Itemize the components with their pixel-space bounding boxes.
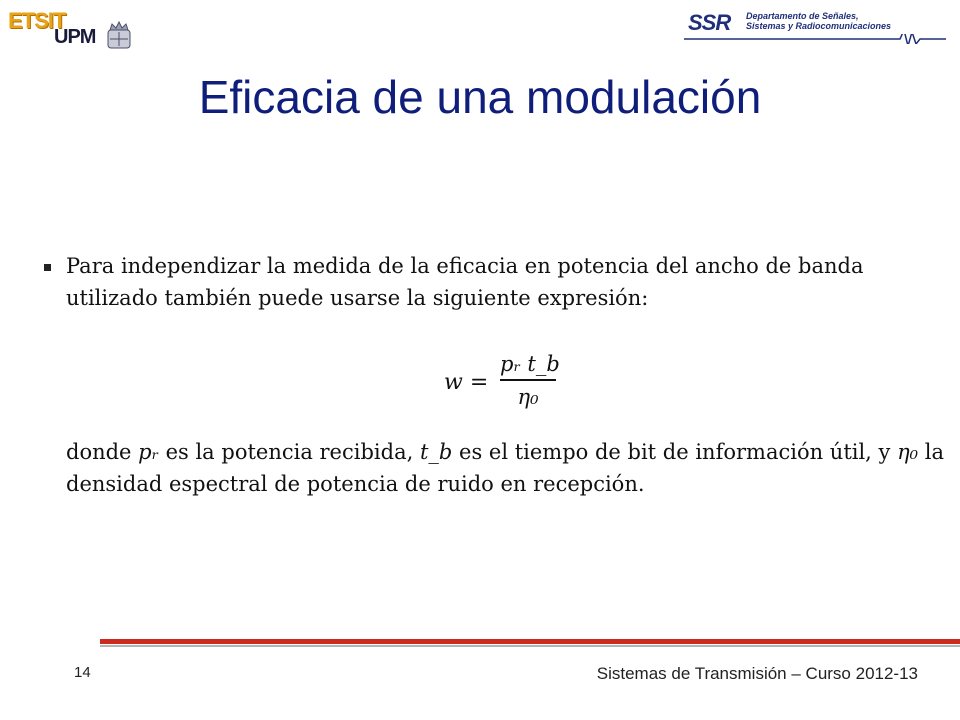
department-name-line2: Sistemas y Radiocomunicaciones [746, 21, 892, 31]
course-footer: Sistemas de Transmisión – Curso 2012-13 [596, 664, 918, 683]
explanation-part3: es el tiempo de bit de información útil, y [452, 440, 898, 464]
explanation-part4: la densidad espectral de potencia de ruido en recepción. [66, 440, 944, 496]
explanation-part1: donde [66, 440, 139, 464]
upm-logo-text: UPM [54, 26, 96, 48]
equation-denominator: η₀ [517, 385, 539, 409]
university-crest-icon [104, 20, 134, 50]
footer-divider-grey [100, 645, 960, 647]
signal-wave-icon [684, 34, 946, 44]
footer-divider-red [100, 639, 960, 644]
equation-lhs: w = [444, 370, 489, 395]
variable-pr: pᵣ [138, 440, 159, 464]
page-number: 14 [74, 664, 91, 681]
equation-fraction [500, 352, 560, 409]
equation-numerator: pᵣ t_b [500, 352, 560, 376]
slide-title: Eficacia de una modulación [198, 71, 762, 123]
department-name [746, 11, 891, 31]
explanation-text [66, 436, 946, 500]
explanation-part2: es la potencia recibida, [158, 440, 420, 464]
ssr-department-logo [684, 8, 946, 42]
bullet-text: Para independizar la medida de la eficacia en potencia del ancho de banda utilizado también puede usarse la siguiente expresión: [66, 254, 864, 310]
etsit-upm-logo [8, 8, 138, 50]
ssr-logo-text: SSR [688, 10, 731, 35]
variable-eta: η₀ [897, 440, 919, 464]
bullet-square-icon [44, 264, 51, 271]
variable-tb: t_b [419, 440, 453, 464]
fraction-bar [500, 379, 556, 381]
etsit-logo-text: ETSIT [8, 8, 66, 33]
department-name-line1: Departamento de Señales, [746, 11, 859, 21]
